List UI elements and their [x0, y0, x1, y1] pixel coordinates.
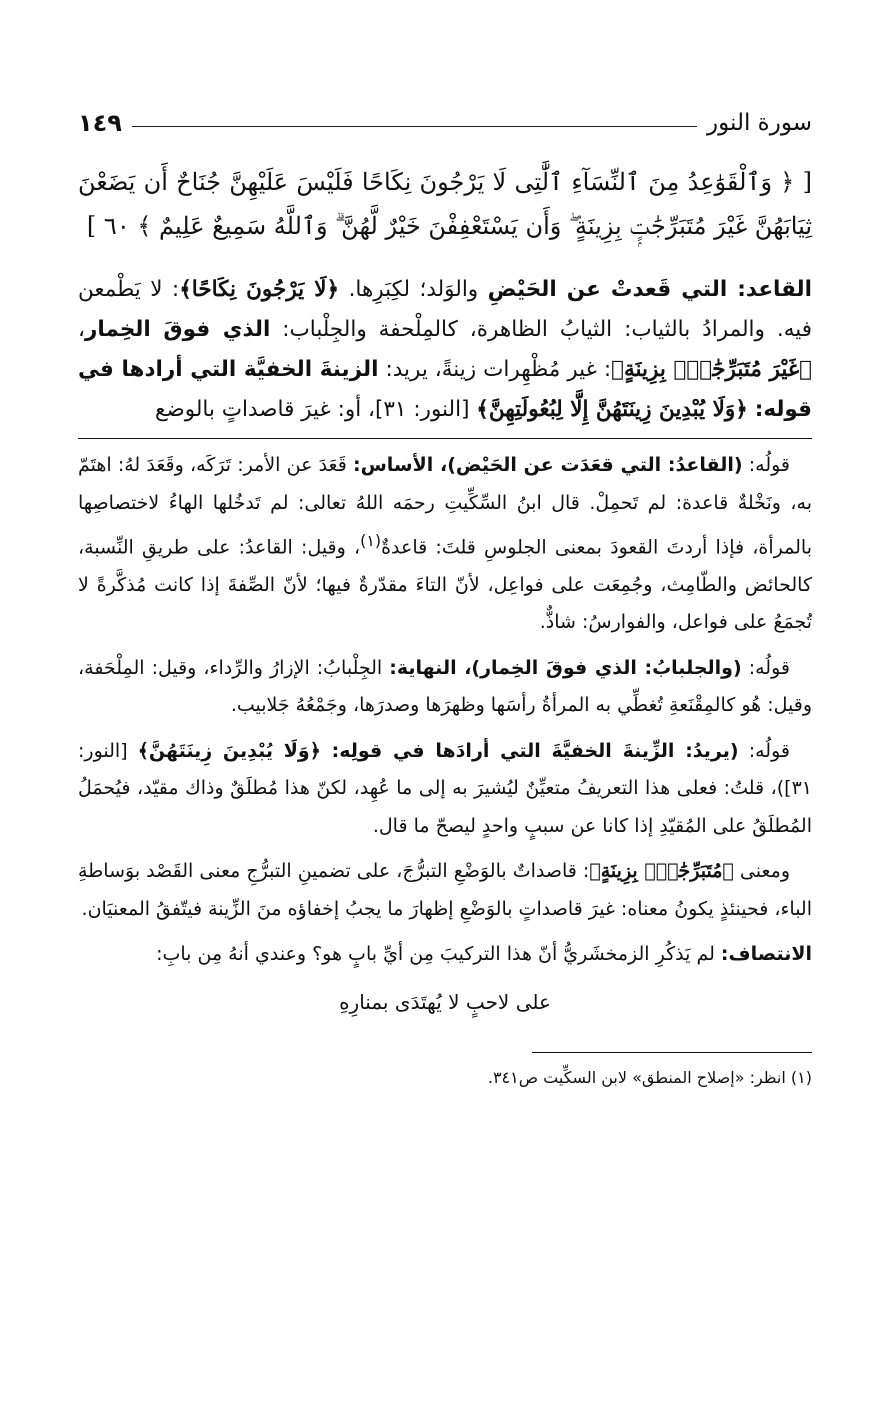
poem-verse: على لاحبٍ لا يُهتَدَى بمنارِهِ — [339, 989, 551, 1014]
commentary-text: قَعَدَ عن الأمر: تَرَكَه، وقَعَدَ لهُ: اهتَمّ به، ونَخْلةٌ قاعدة: لم تَحمِلْ. قال ابنُ السِّكِّيتِ رحمَه اللهُ تعالى: لم تَدخُلها الهاءُ لاختصاصِها بالمرأة، فإذا أردتَ القعودَ بمعنى الجلوسِ قلتَ: قاعدةٌ — [78, 454, 812, 559]
footnote: (١) انظر: «إصلاح المنطق» لابن السكِّيت ص٣٤١. — [487, 1067, 812, 1087]
tafsir-headword: الذي فوقَ الخِمار — [84, 317, 271, 342]
tafsir-headword: القاعد: التي قَعدتْ عن الحَيْضِ — [487, 277, 812, 302]
header-rule — [132, 126, 697, 127]
tafsir-text-segment: ، — [78, 317, 85, 342]
tafsir-text-segment: والوَلد؛ لكِبَرِها. — [339, 277, 488, 302]
commentary-heading: (والجلبابُ: الذي فوقَ الخِمار)، النهاية: — [389, 656, 742, 679]
sura-name: سورة النور — [707, 110, 812, 136]
quran-quote: ﴿غَيْرَ مُتَبَرِّجَٰتٍۭ بِزِينَةٍ﴾ — [611, 357, 812, 382]
page-number: ١٤٩ — [78, 109, 122, 137]
page-header — [78, 100, 812, 146]
commentary-lead: قولُه: — [742, 454, 791, 476]
verse-close-bracket: ] — [86, 212, 97, 240]
commentary-heading: (القاعدُ: التي قعَدَت عن الحَيْض)، الأساس: — [352, 454, 743, 476]
tafsir-text-segment: : لا يَطْمعن فيه. والمرادُ بالثياب: الثيابُ الظاهرة، كالمِلْحفة والجِلْباب: — [78, 277, 812, 342]
verse-open-bracket: [ — [802, 168, 812, 196]
commentary-paragraph — [78, 733, 812, 846]
tafsir-text-segment — [748, 397, 755, 422]
commentary-paragraph — [78, 650, 812, 725]
commentary-lead: ومعنى — [733, 860, 790, 883]
tafsir-headword: الزينةَ الخفيَّة التي أرادها في قوله: — [78, 357, 812, 422]
commentary-text: الجِلْبابُ: الإزارُ والرِّداء، وقيل: المِلْحَفة، وقيل: هُو كالمِقْنَعةِ تُغطِّي به المرأةُ رأسَها وظهرَها وصدرَها، وجَمْعُهُ جَلابيب. — [78, 656, 812, 717]
tafsir-text — [78, 270, 812, 430]
footnote-marker[interactable]: (١) — [360, 531, 382, 550]
commentary-paragraph — [78, 936, 812, 974]
page — [78, 100, 812, 1093]
commentary-paragraph — [78, 447, 812, 642]
tafsir-text-segment: [النور: ٣١]، أو: غيرَ قاصداتٍ بالوضع — [155, 397, 477, 422]
verse-text: ﴿ وَٱلْقَوَٰعِدُ مِنَ ٱلنِّسَآءِ ٱلَّٰتِى لَا يَرْجُونَ نِكَاحًا فَلَيْسَ عَلَيْهِنَّ جُنَاحٌ أَن يَضَعْنَ ثِيَابَهُنَّ غَيْرَ مُتَبَرِّجَٰتٍۭ بِزِينَةٍ ۖ وَأَن يَسْتَعْفِفْنَ خَيْرٌ لَّهُنَّ ۗ وَٱللَّهُ سَمِيعٌ عَلِيمٌ ﴾ — [78, 168, 812, 240]
commentary-paragraph — [78, 853, 812, 928]
commentary-text: لم يَذكُرِ الزمخشَريُّ أنّ هذا التركيبَ مِن أيِّ بابٍ هو؟ وعندي أنهُ مِن بابِ: — [156, 943, 721, 966]
section-divider — [78, 438, 812, 439]
tafsir-text-segment: : غير مُظْهِرات زينةً، يريد: — [378, 357, 612, 382]
commentary — [78, 447, 812, 1022]
quran-quote: ﴿لَا يَرْجُونَ نِكَاحًا﴾ — [179, 277, 340, 302]
quran-verse — [78, 160, 812, 248]
footnote-rule — [532, 1052, 812, 1053]
commentary-lead: قولُه: — [741, 656, 790, 679]
commentary-heading: الانتصاف: — [720, 943, 812, 966]
quran-quote: ﴿مُتَبَرِّجَٰتٍۭ بِزِينَةٍ﴾ — [589, 860, 734, 883]
commentary-lead: قولُه: — [738, 739, 790, 762]
commentary-text: ، وقيل: القاعدُ: على طريقِ النِّسبة، كالحائض والطّامِث، وجُمِعَت على فواعِل، لأنّ التاءَ مقدّرةٌ فيها؛ لأنّ الصِّفةَ إذا كانت مُذكَّرةً لا تُجمَعُ على فواعل، والفوارسُ: شاذٌّ. — [78, 536, 812, 634]
verse-number: ٦٠ — [103, 212, 130, 240]
quran-quote: ﴿وَلَا يُبْدِينَ زِينَتَهُنَّ إِلَّا لِبُعُولَتِهِنَّ﴾ — [476, 397, 748, 422]
commentary-text: [النور: ٣١])، قلتُ: فعلى هذا التعريفُ متعيِّنٌ ليُشيرَ به إلى ما عُهِد، لكنّ هذا مُطلَقٌ وذاك مقيّد، فيُحمَلُ المُطلَقُ على المُقيّدِ إذا كانا عن سببٍ واحدٍ ليصحّ ما قال. — [78, 739, 812, 837]
commentary-text: : قاصداتٌ بالوَضْعِ التبرُّجَ، على تضمينِ التبرُّجِ معنى القَصْد بوَساطةِ الباء، فحينئذٍ يكونُ معناه: غيرَ قاصداتٍ بالوَضْعِ إظهارَ ما يجبُ إخفاؤه منَ الزِّينة فيتّفقُ المعنيَان. — [78, 860, 812, 920]
commentary-heading: (يريدُ: الزِّينةَ الخفيَّةَ التي أرادَها في قولِه: ﴿وَلَا يُبْدِينَ زِينَتَهُنَّ﴾ — [137, 739, 739, 762]
